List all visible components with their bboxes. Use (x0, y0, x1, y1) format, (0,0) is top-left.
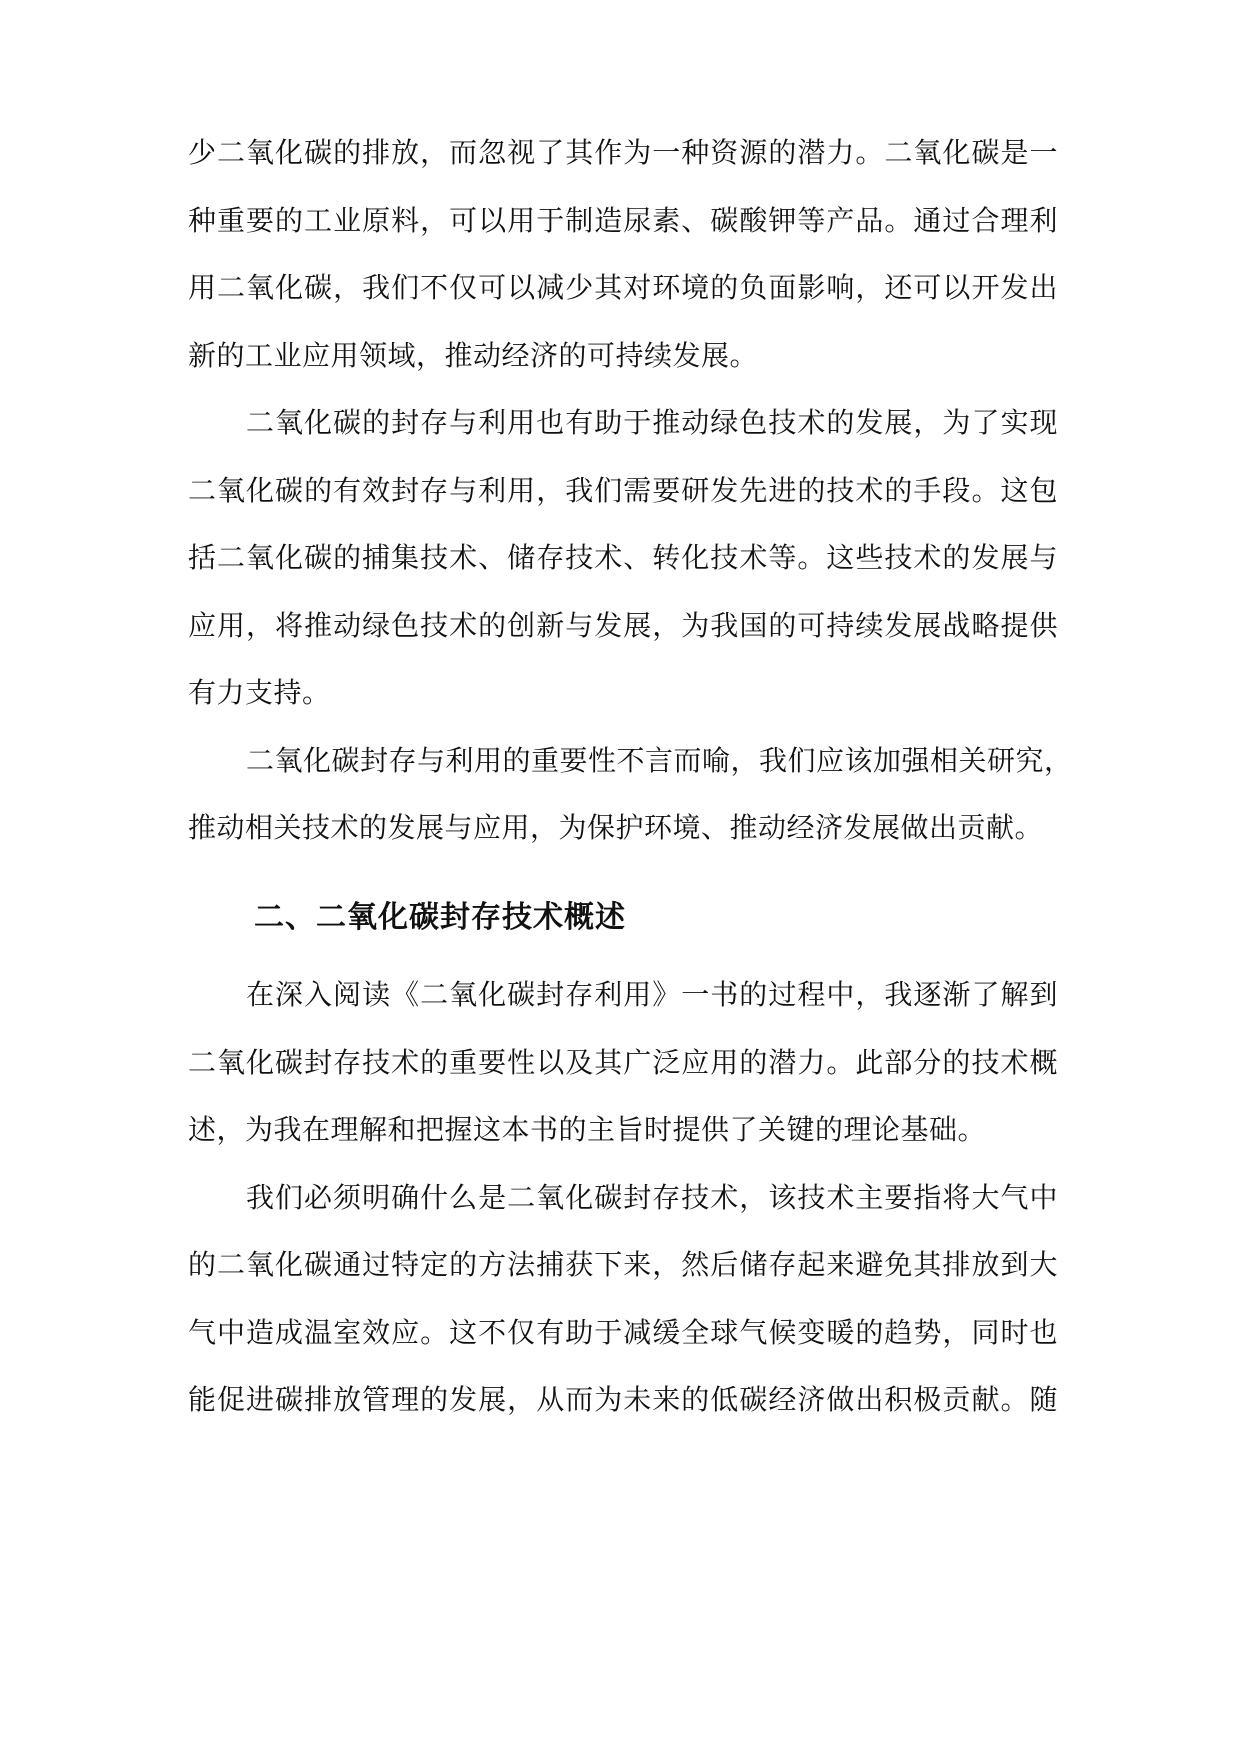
section-paragraph-1-line-2: 二氧化碳封存技术的重要性以及其广泛应用的潜力。此部分的技术概 (188, 1046, 1058, 1079)
section-paragraph-1-line-1: 在深入阅读《二氧化碳封存利用》一书的过程中，我逐渐了解到 (246, 978, 1058, 1011)
section-paragraph-2-line-2: 的二氧化碳通过特定的方法捕获下来，然后储存起来避免其排放到大 (188, 1248, 1058, 1281)
section-paragraph-1-line-3: 述，为我在理解和把握这本书的主旨时提供了关键的理论基础。 (188, 1113, 987, 1146)
paragraph-1-line-2: 种重要的工业原料，可以用于制造尿素、碳酸钾等产品。通过合理利 (188, 204, 1058, 237)
paragraph-3-line-2: 推动相关技术的发展与应用，为保护环境、推动经济发展做出贡献。 (188, 811, 1044, 844)
paragraph-2-line-3: 括二氧化碳的捕集技术、储存技术、转化技术等。这些技术的发展与 (188, 541, 1058, 574)
section-paragraph-2-line-1: 我们必须明确什么是二氧化碳封存技术，该技术主要指将大气中 (246, 1181, 1058, 1214)
paragraph-2-line-4: 应用，将推动绿色技术的创新与发展，为我国的可持续发展战略提供 (188, 609, 1058, 642)
section-heading: 二、二氧化碳封存技术概述 (254, 900, 626, 935)
section-paragraph-2-line-4: 能促进碳排放管理的发展，从而为未来的低碳经济做出积极贡献。随 (188, 1383, 1058, 1416)
paragraph-2-line-1: 二氧化碳的封存与利用也有助于推动绿色技术的发展，为了实现 (246, 406, 1058, 439)
paragraph-2-line-2: 二氧化碳的有效封存与利用，我们需要研发先进的技术的手段。这包 (188, 474, 1058, 507)
paragraph-3-line-1: 二氧化碳封存与利用的重要性不言而喻，我们应该加强相关研究， (246, 744, 1073, 777)
paragraph-1-line-3: 用二氧化碳，我们不仅可以减少其对环境的负面影响，还可以开发出 (188, 271, 1058, 304)
paragraph-1-line-4: 新的工业应用领域，推动经济的可持续发展。 (188, 339, 759, 372)
section-paragraph-2-line-3: 气中造成温室效应。这不仅有助于减缓全球气候变暖的趋势，同时也 (188, 1316, 1058, 1349)
paragraph-2-line-5: 有力支持。 (188, 676, 331, 709)
paragraph-1-line-1: 少二氧化碳的排放，而忽视了其作为一种资源的潜力。二氧化碳是一 (188, 136, 1058, 169)
